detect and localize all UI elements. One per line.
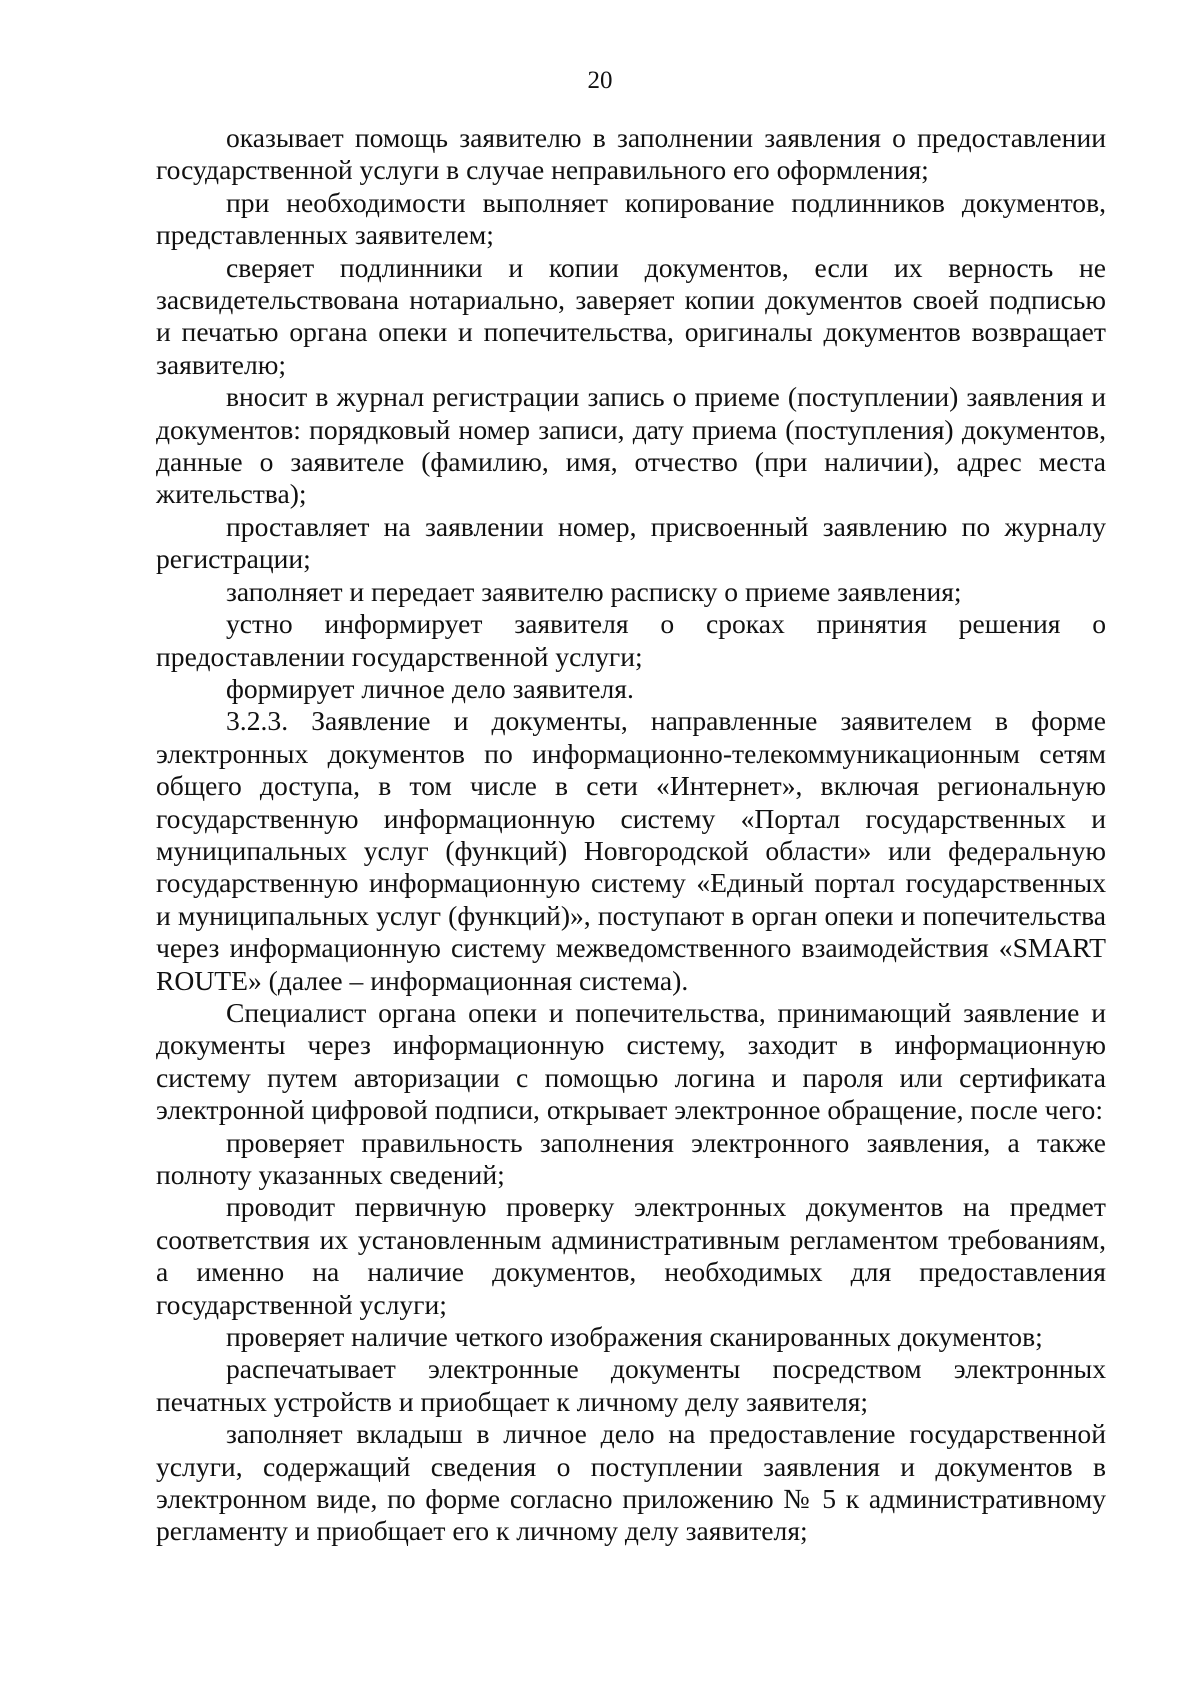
paragraph-2: при необходимости выполняет копирование подлинников документов, представленных заявителем;	[156, 186, 1106, 251]
paragraph-6: заполняет и передает заявителю расписку о приеме заявления;	[226, 575, 962, 607]
paragraph-9: 3.2.3. Заявление и документы, направленные заявителем в форме электронных документов по информационно-телекоммуникационным сетям общего доступа, в том числе в сети «Интернет», включая региональную государственную информационную систему «Портал государственных и муниципальных услуг (функций) Новгородской области» или федеральную государственную информационную систему «Единый портал государственных и муниципальных услуг (функций)», поступают в орган опеки и попечительства через информационную систему межведомственного взаимодействия «SMART ROUTE» (далее – информационная система).	[156, 705, 1106, 996]
paragraph-15: заполняет вкладыш в личное дело на предоставление государственной услуги, содержащий сведения о поступлении заявления и документов в электронном виде, по форме согласно приложению № 5 к административному регламенту и приобщает его к личному делу заявителя;	[156, 1418, 1106, 1547]
document-body	[156, 122, 1106, 1548]
paragraph-1: оказывает помощь заявителю в заполнении заявления о предоставлении государственной услуги в случае неправильного его оформления;	[156, 122, 1106, 186]
paragraph-11: проверяет правильность заполнения электронного заявления, а также полноту указанных сведений;	[156, 1126, 1106, 1190]
paragraph-12: проводит первичную проверку электронных документов на предмет соответствия их установленным административным регламентом требованиям, а именно на наличие документов, необходимых для предоставления государственной услуги;	[156, 1191, 1106, 1320]
paragraph-7: устно информирует заявителя о сроках принятия решения о предоставлении государственной услуги;	[156, 608, 1106, 672]
paragraph-3: сверяет подлинники и копии документов, если их верность не засвидетельствована нотариально, заверяет копии документов своей подписью и печатью органа опеки и попечительства, оригиналы документов возвращает заявителю;	[156, 251, 1106, 380]
paragraph-5: проставляет на заявлении номер, присвоенный заявлению по журналу регистрации;	[156, 510, 1106, 575]
paragraph-13: проверяет наличие четкого изображения сканированных документов;	[226, 1321, 1043, 1353]
page-number: 20	[587, 67, 613, 94]
paragraph-8: формирует личное дело заявителя.	[226, 672, 634, 704]
paragraph-4: вносит в журнал регистрации запись о приеме (поступлении) заявления и документов: порядковый номер записи, дату приема (поступления) документов, данные о заявителе (фамилию, имя, отчество (при наличии), адрес места жительства);	[156, 381, 1106, 510]
paragraph-14: распечатывает электронные документы посредством электронных печатных устройств и приобщает к личному делу заявителя;	[156, 1353, 1106, 1417]
paragraph-10: Специалист органа опеки и попечительства, принимающий заявление и документы через информационную систему, заходит в информационную систему путем авторизации с помощью логина и пароля или сертификата электронной цифровой подписи, открывает электронное обращение, после чего:	[156, 996, 1106, 1126]
